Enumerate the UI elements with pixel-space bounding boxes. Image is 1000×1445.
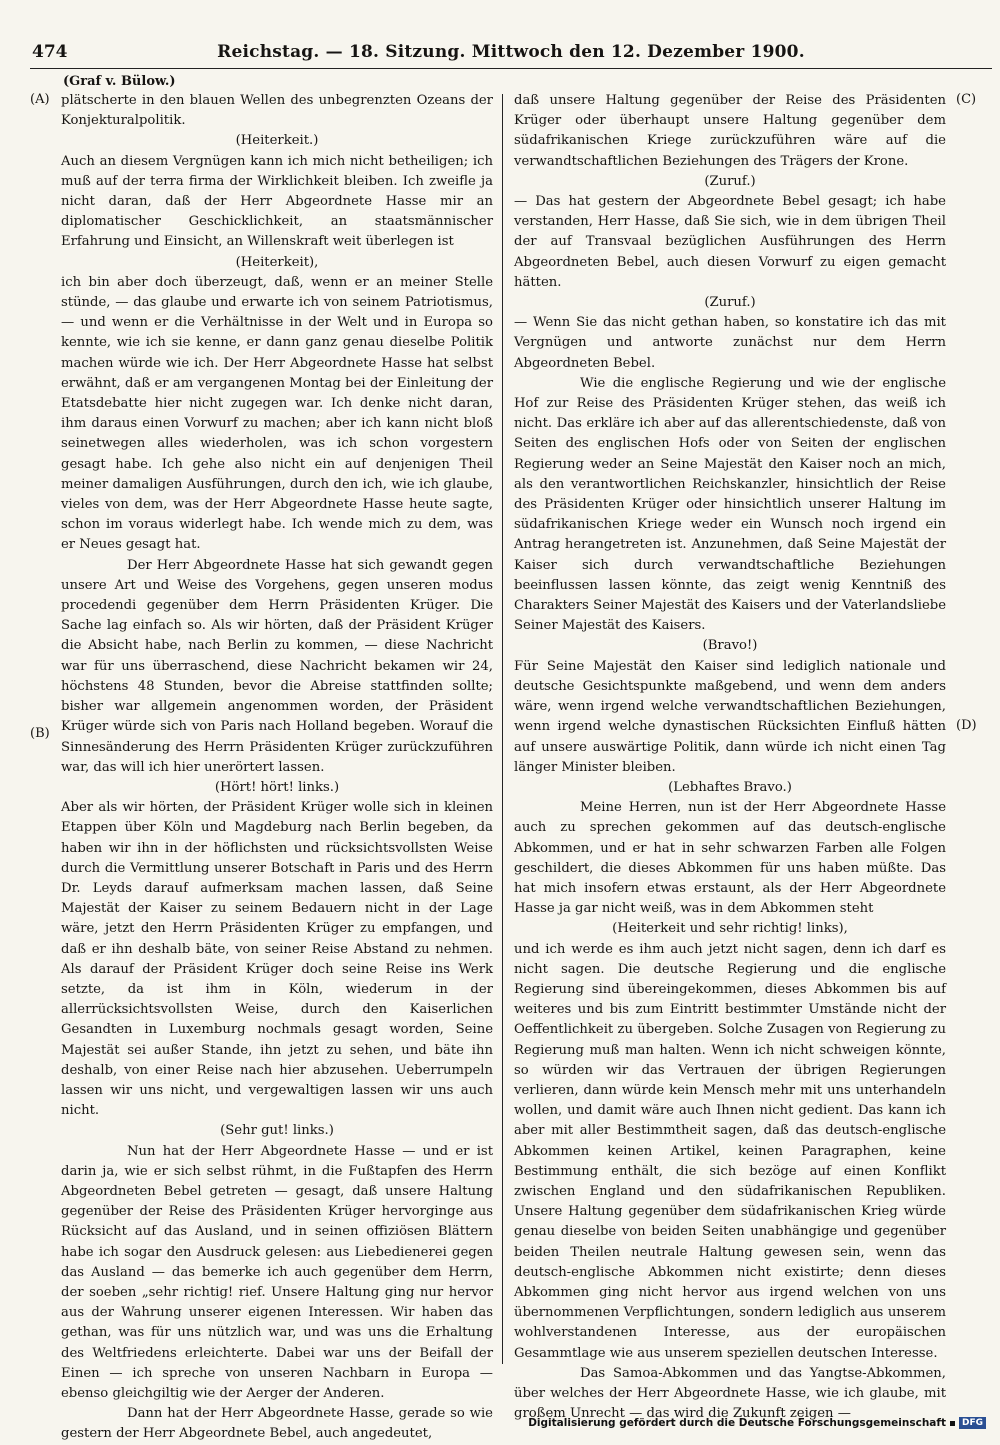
interjection: (Zuruf.) [704,173,756,189]
left-text-column [61,91,493,1445]
page-number: 474 [32,42,68,62]
margin-mark-b: (B) [30,726,50,741]
margin-mark-a: (A) [30,92,50,107]
dfg-logo: DFG [959,1417,986,1429]
credit-text: Digitalisierung gefördert durch die Deutsche Forschungsgemeinschaft [528,1417,946,1429]
paragraph: plätscherte in den blauen Wellen des unbegrenzten Ozeans der Konjekturalpolitik. [61,93,493,129]
interjection: (Heiterkeit), [235,254,319,270]
paragraph: — Das hat gestern der Abgeordnete Bebel gesagt; ich habe verstanden, Herr Hasse, daß Sie sich, wie in dem übrigen Theil der auf Transvaal bezüglichen Ausführungen des Herrn Abgeordneten Bebel, auch diesen Vorwurf zu eigen gemacht hätten. [514,194,946,290]
paragraph: — Wenn Sie das nicht gethan haben, so konstatire ich das mit Vergnügen und antworte zunächst nur dem Herrn Abgeordneten Bebel. [514,315,946,371]
margin-mark-c: (C) [956,92,977,107]
interjection: (Heiterkeit und sehr richtig! links), [612,921,848,937]
interjection: (Bravo!) [702,638,758,654]
interjection: (Sehr gut! links.) [220,1123,334,1139]
paragraph: Nun hat der Herr Abgeordnete Hasse — und er ist darin ja, wie er sich selbst rühmt, in die Fußtapfen des Herrn Abgeordneten Bebel getreten — gesagt, daß unsere Haltung gegenüber der Reise des Präsidenten Krüger hervorginge aus Rücksicht auf das Ausland, und in seinen offiziösen Blättern habe ich sogar den Ausdruck gelesen: aus Liebedienerei gegen das Ausland — das bemerke ich auch gegenüber dem Herrn, der soeben „sehr richtig! rief. Unsere Haltung ging nur hervor aus der Wahrung unserer eigenen Interessen. Wir haben das gethan, was für uns nützlich war, und was uns die Erhaltung des Weltfriedens erleichterte. Dabei war uns der Beifall der Einen — ich spreche von unseren Nachbarn in Europa — ebenso gleichgiltig wie der Aerger der Anderen. [61,1143,493,1401]
running-header [30,40,992,69]
interjection: (Hört! hört! links.) [214,779,340,795]
speaker-label: (Graf v. Bülow.) [63,74,176,89]
paragraph: Für Seine Majestät den Kaiser sind lediglich nationale und deutsche Gesichtspunkte maßgebend, und wenn dem anders wäre, wenn irgend welche verwandtschaftlichen Beziehungen, wenn irgend welche dynastischen Rücksichten Einfluß hätten auf unsere auswärtige Politik, dann würde ich nicht einen Tag länger Minister bleiben. [514,658,946,775]
column-divider [502,94,503,1364]
paragraph: Aber als wir hörten, der Präsident Krüger wolle sich in kleinen Etappen über Köln und Magdeburg nach Berlin begeben, da haben wir ihn in der höflichsten und rücksichtsvollsten Weise durch die Vermittlung unserer Botschaft in Paris und des Herrn Dr. Leyds darauf aufmerksam machen lassen, daß Seine Majestät der Kaiser zu seinem Bedauern nicht in der Lage wäre, jetzt den Herrn Präsidenten Krüger zu empfangen, und daß er ihn deshalb bäte, von seiner Reise Abstand zu nehmen. Als darauf der Präsident Krüger doch seine Reise ins Werk setzte, da ist ihm in Köln, wiederum in der allerrücksichtsvollsten Weise, durch den Kaiserlichen Gesandten in Luxemburg nochmals gesagt worden, Seine Majestät sei außer Stande, ihn jetzt zu sehen, und bäte ihn deshalb, von einer Reise nach hier abzusehen. Ueberrumpeln lassen wir uns nicht, und vergewaltigen lassen wir uns auch nicht. [61,800,493,1119]
right-text-column [514,91,946,1424]
paragraph: Das Samoa-Abkommen und das Yangtse-Abkommen, über welches der Herr Abgeordnete Hasse, wie ich glaube, mit großem Unrecht — das wird die Zukunft zeigen — [514,1365,946,1422]
interjection: (Heiterkeit.) [235,133,319,149]
running-title: Reichstag. — 18. Sitzung. Mittwoch den 12. Dezember 1900. [217,42,805,62]
paragraph: ich bin aber doch überzeugt, daß, wenn er an meiner Stelle stünde, — das glaube und erwarte ich von seinem Patriotismus, — und wenn er die Verhältnisse in der Welt und in Europa so kennte, wie ich sie kenne, er dann ganz genau dieselbe Politik machen würde wie ich. Der Herr Abgeordnete Hasse hat selbst erwähnt, daß er am vergangenen Montag bei der Einleitung der Etatsdebatte hier nicht zugegen war. Ich denke nicht daran, ihm daraus einen Vorwurf zu machen; aber ich kann nicht bloß seinetwegen alles wiederholen, was ich schon vorgestern gesagt habe. Ich gehe also nicht ein auf denjenigen Theil meiner damaligen Ausführungen, durch den ich, wie ich glaube, vieles von dem, was der Herr Abgeordnete Hasse heute sagte, schon im voraus widerlegt habe. Ich wende mich zu dem, was er Neues gesagt hat. [61,274,493,553]
paragraph: Meine Herren, nun ist der Herr Abgeordnete Hasse auch zu sprechen gekommen auf das deutsch-englische Abkommen, und er hat in sehr schwarzen Farben alle Folgen geschildert, die dieses Abkommen für uns haben müßte. Das hat mich insofern etwas erstaunt, als der Herr Abgeordnete Hasse ja gar nicht weiß, was in dem Abkommen steht [514,800,946,917]
paragraph: daß unsere Haltung gegenüber der Reise des Präsidenten Krüger oder überhaupt unsere Haltung gegenüber dem südafrikanischen Kriege zurückzuführen wäre auf die verwandtschaftlichen Beziehungen des Trägers der Krone. [514,93,946,169]
digitization-credit [528,1417,986,1429]
paragraph: Dann hat der Herr Abgeordnete Hasse, gerade so wie gestern der Herr Abgeordnete Bebel, auch angedeutet, [61,1406,493,1442]
paragraph: und ich werde es ihm auch jetzt nicht sagen, denn ich darf es nicht sagen. Die deutsche Regierung und die englische Regierung sind übereingekommen, dieses Abkommen bis auf weiteres und bis zum Eintritt bestimmter Umstände nicht der Oeffentlichkeit zu übergeben. Solche Zusagen von Regierung zu Regierung muß man halten. Wenn ich nicht schweigen könnte, so würden wir das Vertrauen der übrigen Regierungen verlieren, dann würde kein Mensch mehr mit uns unterhandeln wollen, und damit wäre auch Ihnen nicht gedient. Das kann ich aber mit aller Bestimmtheit sagen, daß das deutsch-englische Abkommen keinen Artikel, keinen Paragraphen, keine Bestimmung enthält, die sich bezöge auf einen Konflikt zwischen England und den südafrikanischen Republiken. Unsere Haltung gegenüber dem südafrikanischen Krieg würde genau dieselbe von beiden Seiten unabhängige und gegenüber beiden Theilen neutrale Haltung gewesen sein, wenn das deutsch-englische Abkommen nicht existirte; denn dieses Abkommen ging nicht hervor aus irgend welchen von uns übernommenen Verpflichtungen, sondern lediglich aus unserem wohlverstandenen Interesse, aus der europäischen Gesammtlage wie aus unserem speziellen deutschen Interesse. [514,941,946,1361]
interjection: (Zuruf.) [704,295,756,311]
paragraph: Der Herr Abgeordnete Hasse hat sich gewandt gegen unsere Art und Weise des Vorgehens, gegen unseren modus procedendi gegenüber dem Herrn Präsidenten Krüger. Die Sache lag einfach so. Als wir hörten, daß der Präsident Krüger die Absicht habe, nach Berlin zu kommen, — diese Nachricht war für uns überraschend, diese Nachricht bekamen wir 24, höchstens 48 Stunden, bevor die Abreise stattfinden sollte; bisher war allgemein angenommen worden, der Präsident Krüger würde sich von Paris nach Holland begeben. Worauf die Sinnesänderung des Herrn Präsidenten Krüger zurückzuführen war, das will ich hier unerörtert lassen. [61,557,493,775]
interjection: (Lebhaftes Bravo.) [668,779,792,795]
paragraph: Auch an diesem Vergnügen kann ich mich nicht betheiligen; ich muß auf der terra firma der Wirklichkeit bleiben. Ich zweifle ja nicht daran, daß der Herr Abgeordnete Hasse mir an diplomatischer Geschicklichkeit, an staatsmännischer Erfahrung und Einsicht, an Willenskraft weit überlegen ist [61,153,493,250]
separator-dot-icon [950,1421,955,1426]
paragraph: Wie die englische Regierung und wie der englische Hof zur Reise des Präsidenten Krüger stehen, das weiß ich nicht. Das erkläre ich aber auf das allerentschiedenste, daß von Seiten des englischen Hofs oder von Seiten der englischen Regierung weder an Seine Majestät den Kaiser noch an mich, als den verantwortlichen Reichskanzler, hinsichtlich der Reise des Präsidenten Krüger oder hinsichtlich unserer Haltung im südafrikanischen Kriege weder ein Wunsch noch irgend ein Antrag herangetreten ist. Anzunehmen, daß Seine Majestät der Kaiser sich durch verwandtschaftliche Beziehungen beeinflussen lassen könnte, das zeigt wenig Kenntniß des Charakters Seiner Majestät des Kaisers und der Vaterlandsliebe Seiner Majestät des Kaisers. [514,375,946,634]
margin-mark-d: (D) [956,718,977,733]
